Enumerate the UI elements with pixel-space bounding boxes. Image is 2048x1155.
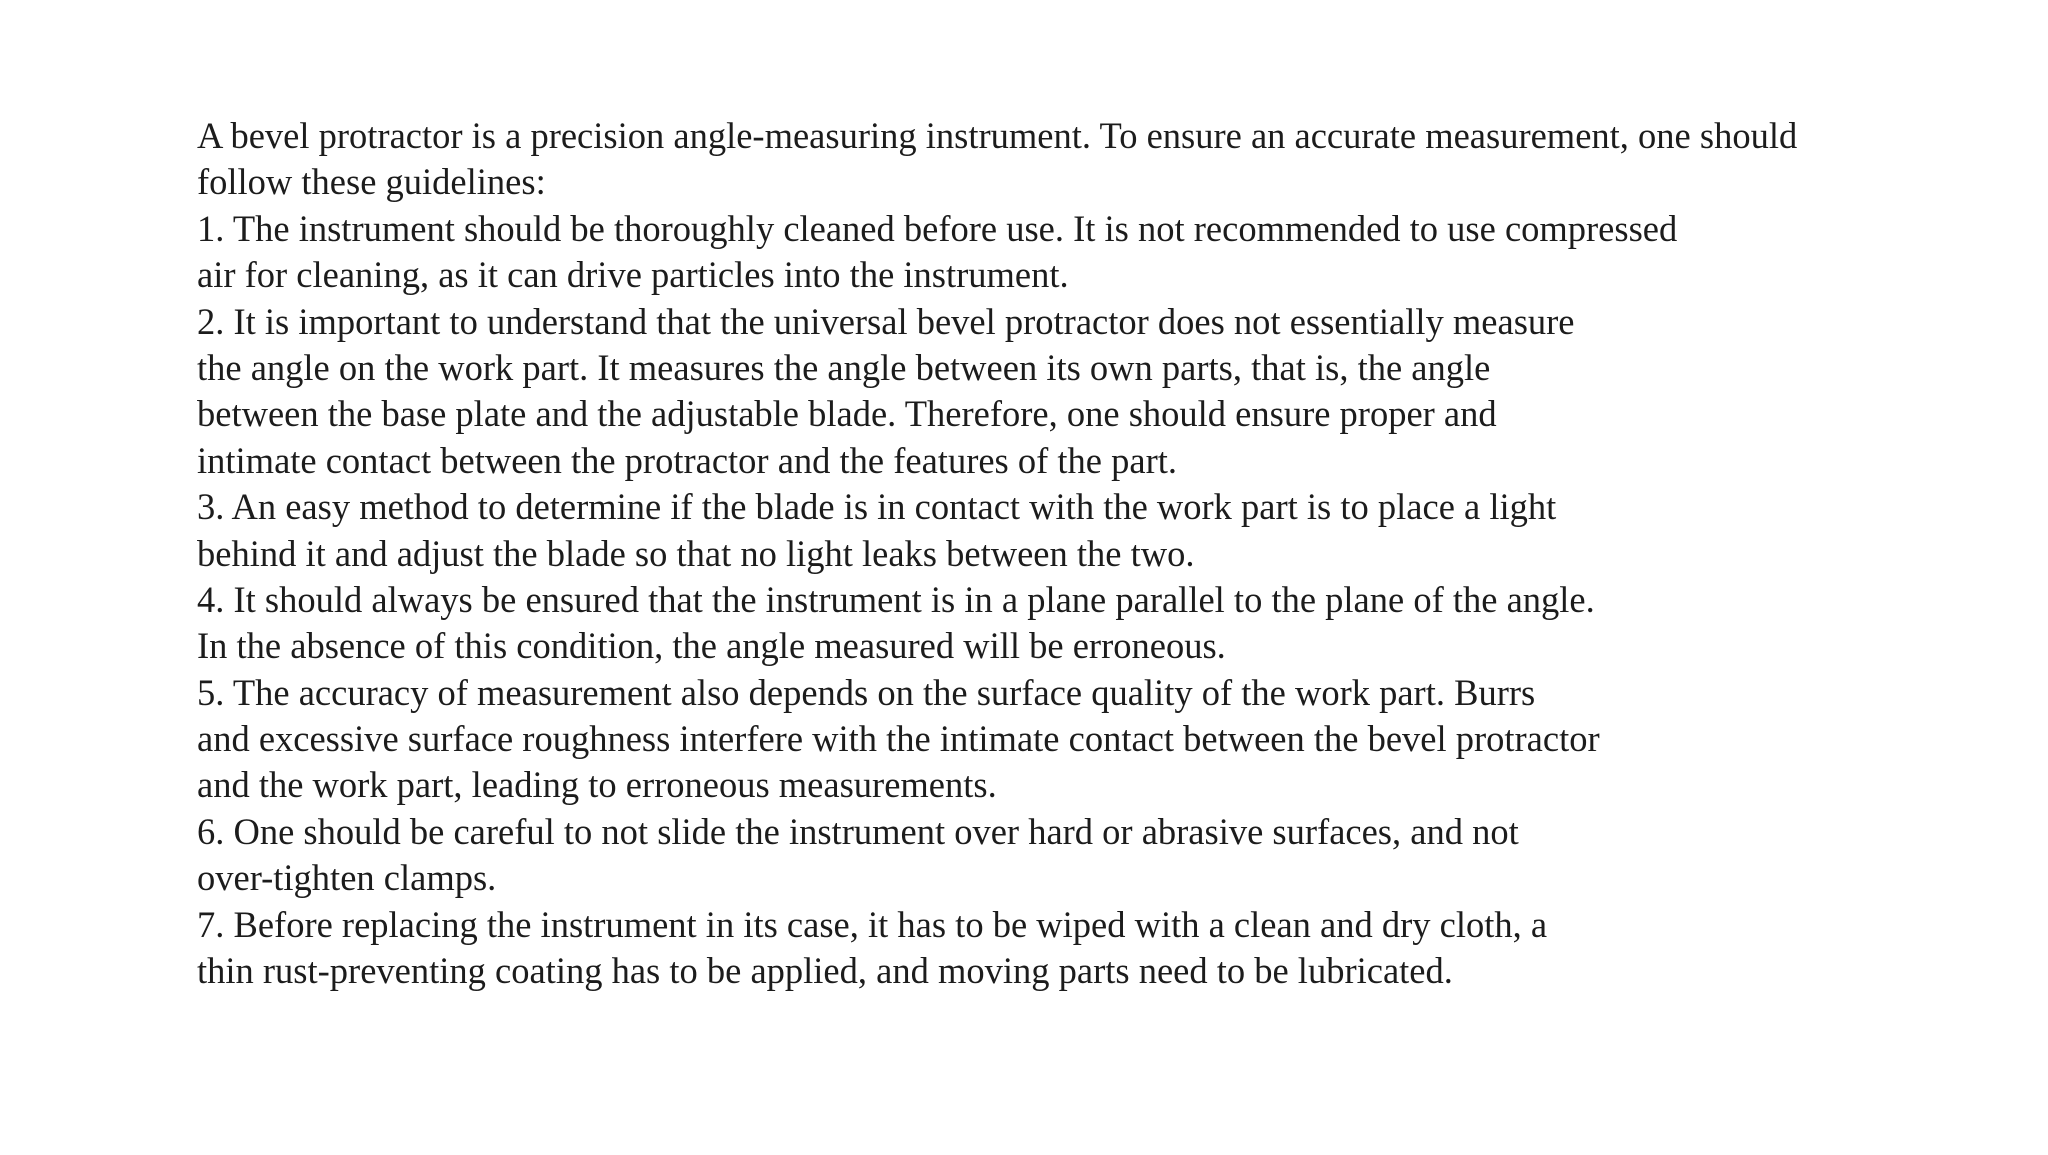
guideline-6-line-2: over-tighten clamps. xyxy=(197,857,497,899)
guideline-2-line-1: 2. It is important to understand that the universal bevel protractor does not essentially measure xyxy=(197,300,1575,342)
guideline-2-line-4: intimate contact between the protractor and the features of the part. xyxy=(197,439,1177,481)
guideline-6-line-1: 6. One should be careful to not slide the instrument over hard or abrasive surfaces, and not xyxy=(197,810,1519,852)
guideline-5-line-2: and excessive surface roughness interfere with the intimate contact between the bevel protractor xyxy=(197,718,1600,760)
guideline-5-line-3: and the work part, leading to erroneous measurements. xyxy=(197,764,997,806)
guideline-2-line-2: the angle on the work part. It measures the angle between its own parts, that is, the angle xyxy=(197,346,1491,388)
intro-line-2: follow these guidelines: xyxy=(197,161,546,203)
intro-line-1: A bevel protractor is a precision angle-measuring instrument. To ensure an accurate measurement, one should xyxy=(197,115,1798,156)
guideline-2-line-3: between the base plate and the adjustable blade. Therefore, one should ensure proper and xyxy=(197,393,1497,435)
guideline-3-line-1: 3. An easy method to determine if the blade is in contact with the work part is to place a light xyxy=(197,486,1557,528)
document-body xyxy=(197,113,1997,994)
guideline-4-line-2: In the absence of this condition, the angle measured will be erroneous. xyxy=(197,625,1226,667)
guideline-4-line-1: 4. It should always be ensured that the instrument is in a plane parallel to the plane of the angle. xyxy=(197,578,1595,620)
guideline-7-line-1: 7. Before replacing the instrument in its case, it has to be wiped with a clean and dry cloth, a xyxy=(197,903,1548,945)
guideline-1-line-2: air for cleaning, as it can drive particles into the instrument. xyxy=(197,254,1069,296)
guideline-3-line-2: behind it and adjust the blade so that no light leaks between the two. xyxy=(197,532,1195,574)
guideline-5-line-1: 5. The accuracy of measurement also depends on the surface quality of the work part. Burrs xyxy=(197,671,1536,713)
guideline-7-line-2: thin rust-preventing coating has to be applied, and moving parts need to be lubricated. xyxy=(197,950,1453,992)
guideline-1-line-1: 1. The instrument should be thoroughly cleaned before use. It is not recommended to use compressed xyxy=(197,207,1678,249)
